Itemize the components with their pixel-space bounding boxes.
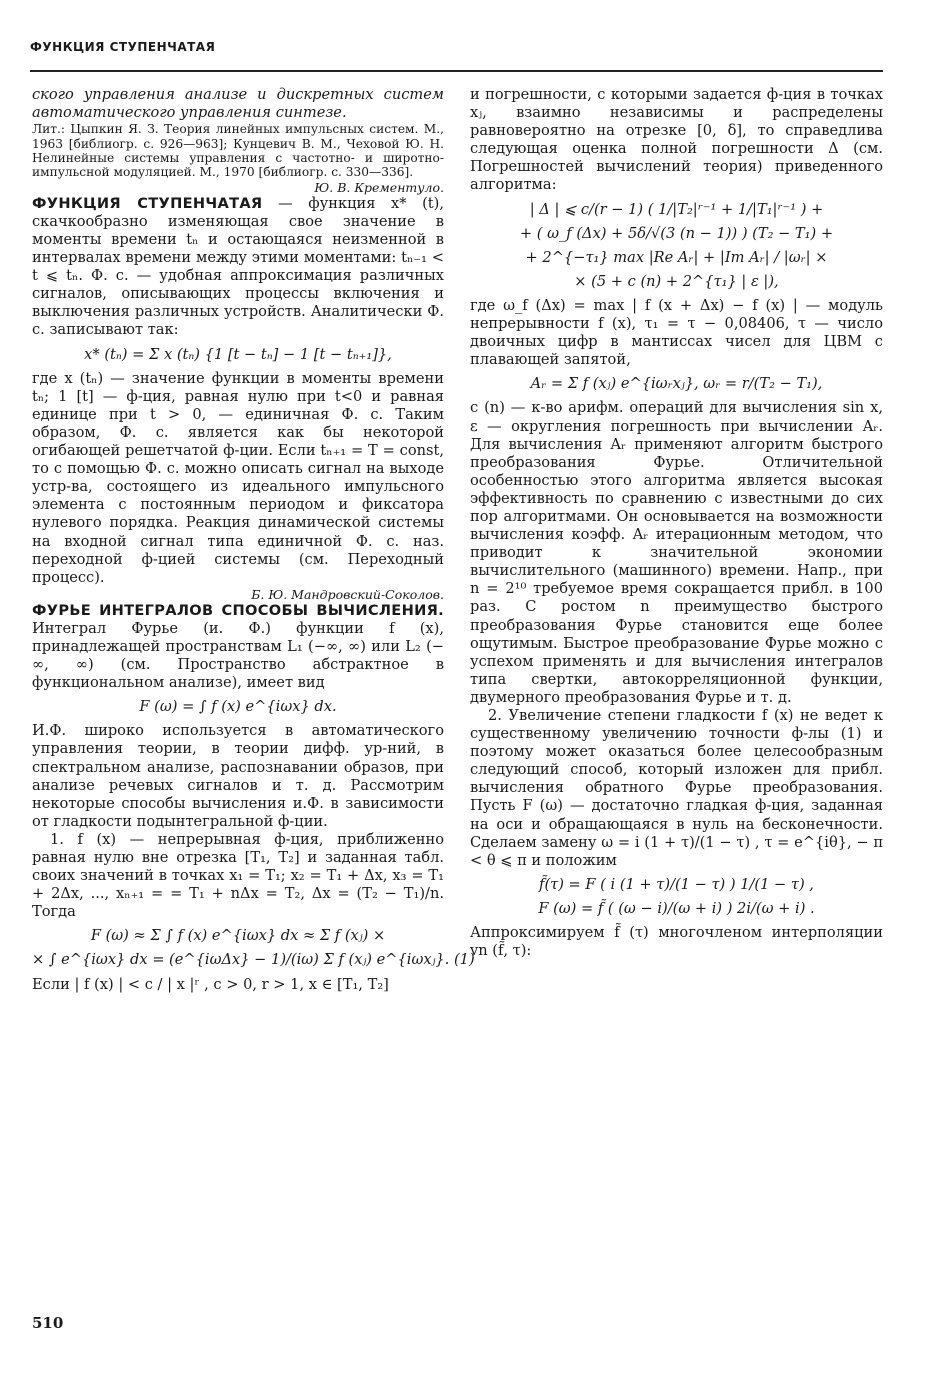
paragraph: 1. f (x) — непрерывная ф-ция, приближенно равная нулю вне отрезка [T₁, T₂] и заданная табл. своих значений в точках x₁ = T₁; x₂ = T₁ + Δx, x₃ = T₁ + 2Δx, ..., xₙ₊₁ = = T₁ + nΔx = T₂, Δx = (T₂ − T₁)/n. Тогда: [32, 830, 444, 921]
paragraph: где x (tₙ) — значение функции в моменты времени tₙ; 1 [t] — ф-ция, равная нулю при t<0 и равная единице при t > 0, — единичная Ф. с. Таким образом, Ф. с. является как бы некоторой огибающей решетчатой ф-ции. Если tₙ₊₁ = T = const, то с помощью Ф. с. можно описать сигнал на выходе устр-ва, состоящего из идеального импульсного элемента с постоянным периодом и фиксатора нулевого порядка. Реакция динамической системы на входной сигнал типа единичной Ф. с. наз. переходной ф-цией системы (см. Переходный процесс).: [32, 369, 444, 586]
author-signature: Б. Ю. Мандровский-Соколов.: [251, 586, 444, 602]
article-fourier: [32, 602, 444, 692]
article-step-function: [32, 195, 444, 340]
formula-approx-1: F (ω) ≈ Σ ∫ f (x) e^{iωx} dx ≈ Σ f (xⱼ) ×: [90, 927, 386, 945]
paragraph: 2. Увеличение степени гладкости f (x) не ведет к существенному увеличению точности ф-лы (1) и поэтому может оказаться более целесообразным следующий способ, который изложен для прибл. вычисления обратного Фурье преобразования. Пусть F (ω) — достаточно гладкая ф-ция, заданная на оси и обращающаяся в нуль на бесконечности. Сделаем замену ω = i (1 + τ)/(1 − τ) , τ = e^{iθ}, − π < θ ⩽ π и положим: [470, 707, 883, 869]
author-signature: Ю. В. Крементуло.: [314, 179, 444, 195]
header-rule: [30, 70, 883, 72]
paragraph: Аппроксимируем f̃ (τ) многочленом интерполяции vn (f̃, τ):: [470, 924, 883, 960]
right-column: [470, 86, 883, 960]
literature-paragraph: Лит.: Цыпкин Я. З. Теория линейных импульсных систем. М., 1963 [библиогр. с. 926—963]; Кунцевич В. М., Чеховой Ю. Н. Нелинейные системы управления с частотно- и широтно-импульсной модуляцией. М., 1970 [библиогр. с. 330—336].: [32, 122, 444, 180]
article-heading: ФУРЬЕ ИНТЕГРАЛОВ СПОСОБЫ ВЫЧИСЛЕНИЯ.: [32, 601, 444, 619]
formula-error-3: + 2^{−τ₁} max |Re Aᵣ| + |Im Aᵣ| / |ωᵣ| ×: [525, 248, 828, 266]
formula-approx-2: × ∫ e^{iωx} dx = (e^{iωΔx} − 1)/(iω) Σ f (xⱼ) e^{iωxⱼ}. (1): [32, 951, 475, 969]
formula-step: x* (tₙ) = Σ x (tₙ) {1 [t − tₙ] − 1 [t − tₙ₊₁]},: [84, 345, 392, 363]
left-column: [32, 86, 475, 994]
formula-error-1: | Δ | ⩽ c/(r − 1) ( 1/|T₂|ʳ⁻¹ + 1/|T₁|ʳ⁻¹ ) +: [529, 200, 824, 218]
formula-substitution-1: f̃(τ) = F ( i (1 + τ)/(1 − τ) ) 1/(1 − τ) ,: [539, 875, 814, 893]
article-body: Интеграл Фурье (и. Ф.) функции f (x), принадлежащей пространствам L₁ (−∞, ∞) или L₂ (− ∞, ∞) (см. Пространство абстрактное в функциональном анализе), имеет вид: [32, 619, 444, 692]
paragraph: где ω_f (Δx) = max | f (x + Δx) − f (x) | — модуль непрерывности f (x), τ₁ = τ − 0,08406, τ — число двоичных цифр в мантиссах чисел для ЦВМ с плавающей запятой,: [470, 296, 883, 369]
formula-error-4: × (5 + c (n) + 2^{τ₁} | ε |),: [574, 272, 779, 290]
continued-paragraph: ского управления анализе и дискретных систем автоматического управления синтезе.: [32, 86, 444, 122]
formula-ar: Aᵣ = Σ f (xⱼ) e^{iωᵣxⱼ}, ωᵣ = r/(T₂ − T₁),: [530, 375, 823, 393]
article-heading: ФУНКЦИЯ СТУПЕНЧАТАЯ: [32, 194, 263, 212]
running-header: ФУНКЦИЯ СТУПЕНЧАТАЯ: [30, 40, 216, 54]
paragraph: и погрешности, с которыми задается ф-ция в точках xⱼ, взаимно независимы и распределены равновероятно на отрезке [0, δ], то справедлива следующая оценка полной погрешности Δ (см. Погрешностей вычислений теория) приведенного алгоритма:: [470, 86, 883, 194]
paragraph: Если | f (x) | < c / | x |ʳ , c > 0, r > 1, x ∈ [T₁, T₂]: [32, 975, 389, 993]
formula-substitution-2: F (ω) = f̃ ( (ω − i)/(ω + i) ) 2i/(ω + i) .: [538, 899, 815, 917]
page-number: 510: [32, 1314, 64, 1332]
formula-error-2: + ( ω_f (Δx) + 5δ/√(3 (n − 1)) ) (T₂ − T₁) +: [519, 224, 834, 242]
paragraph: И.Ф. широко используется в автоматического управления теории, в теории дифф. ур-ний, в спектральном анализе, распознавании образов, при анализе речевых сигналов и т. д. Рассмотрим некоторые способы вычисления и.Ф. в зависимости от гладкости подынтегральной ф-ции.: [32, 722, 444, 830]
paragraph: c (n) — к-во арифм. операций для вычисления sin x, ε — округления погрешность при вычислении Aᵣ. Для вычисления Aᵣ применяют алгоритм быстрого преобразования Фурье. Отличительной особенностью этого алгоритма является высокая эффективность по сравнению с известными до сих пор алгоритмами. Он основывается на возможности вычисления коэфф. Aᵣ итерационным методом, что приводит к значительной экономии вычислительного (машинного) времени. Напр., при n = 2¹⁰ требуемое время сокращается прибл. в 100 раз. С ростом n преимущество быстрого преобразования Фурье становится еще более ощутимым. Быстрое преобразование Фурье можно с успехом применять и для вычисления интегралов типа свертки, автокорреляционной функции, двумерного преобразования Фурье и т. д.: [470, 399, 883, 706]
article-body: — функция x* (t), скачкообразно изменяющая свое значение в моменты времени tₙ и остающаяся неизменной в интервалах времени между этими моментами: tₙ₋₁ < t ⩽ tₙ. Ф. с. — удобная аппроксимация различных сигналов, описывающих процессы включения и выключения различных устройств. Аналитически Ф. с. записывают так:: [32, 194, 445, 339]
formula-fourier-integral: F (ω) = ∫ f (x) e^{iωx} dx.: [139, 698, 337, 716]
